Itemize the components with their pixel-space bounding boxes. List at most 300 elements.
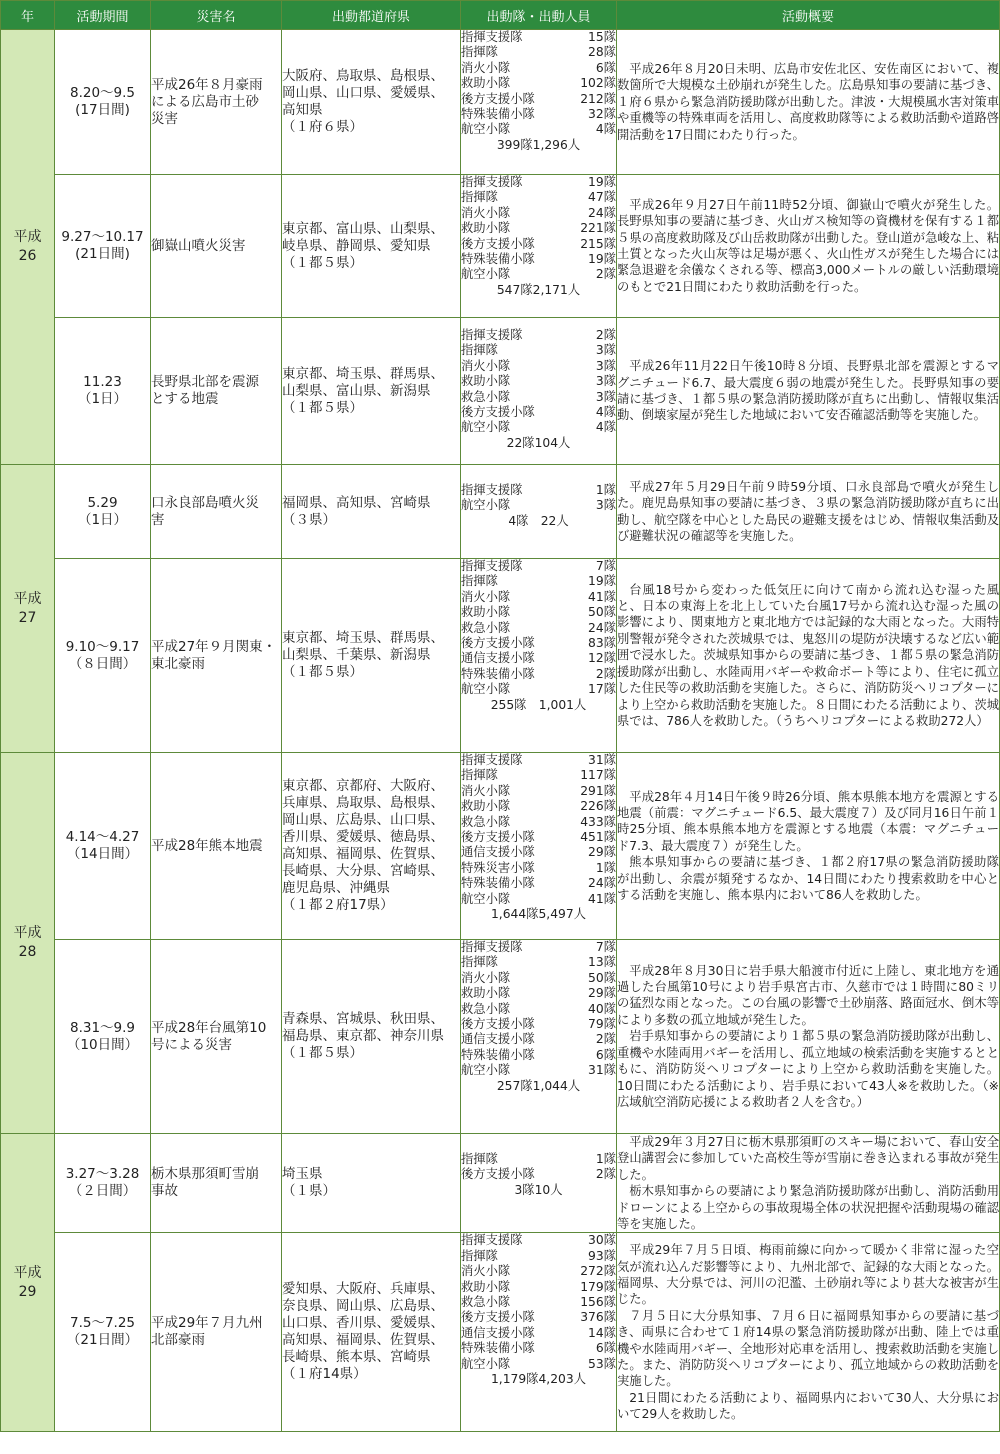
- prefecture-line: 東京都、京都府、大阪府、: [282, 778, 444, 794]
- unit-type: 航空小隊: [461, 498, 511, 513]
- unit-row: [461, 636, 616, 651]
- unit-row: [461, 1002, 616, 1017]
- unit-row: [461, 559, 616, 574]
- header-summary: 活動概要: [617, 1, 1000, 30]
- summary-paragraph: ７月５日に大分県知事、７月６日に福岡県知事からの要請に基づき、両県に合わせて１府14県の緊急消防援助隊が出動、陸上では重機や水陸両用バギー、全地形対応車を活用し、捜索救助活動を実施した。また、消防防災ヘリコプターにより、孤立地域からの救助活動を実施した。: [617, 1308, 999, 1389]
- unit-count: 4隊: [595, 122, 616, 137]
- unit-type: 後方支援小隊: [461, 91, 535, 106]
- unit-count: 2隊: [595, 328, 616, 342]
- unit-row: [461, 574, 616, 589]
- unit-row: [461, 328, 616, 343]
- summary-paragraph: 栃木県知事からの要請により緊急消防援助隊が出動し、消防活動用ドローンによる上空からの事故現場全体の状況把握や活動現場の確認等を実施した。: [617, 1184, 999, 1232]
- unit-type: 通信支援小隊: [461, 1325, 535, 1340]
- units-cell: [461, 1134, 617, 1233]
- period-line: 4.14～4.27: [65, 829, 140, 845]
- unit-type: 救急小隊: [461, 1001, 511, 1016]
- year-line: 27: [18, 609, 37, 626]
- unit-type: 後方支援小隊: [461, 236, 535, 251]
- unit-type: 指揮支援隊: [461, 30, 523, 44]
- period-line: 9.10～9.17: [65, 638, 140, 655]
- unit-row: [461, 1341, 616, 1356]
- unit-total: 4隊 22人: [508, 513, 569, 528]
- unit-count: 215隊: [580, 236, 616, 251]
- unit-type: 後方支援小隊: [461, 1017, 535, 1032]
- unit-row: [461, 799, 616, 814]
- unit-row: [461, 1357, 616, 1372]
- year-cell: [1, 1134, 55, 1432]
- unit-row: [461, 1295, 616, 1310]
- unit-count: 29隊: [588, 845, 616, 860]
- prefecture-line: 長崎県、熊本県、宮崎県: [282, 1349, 431, 1366]
- unit-count: 29隊: [588, 986, 616, 1001]
- unit-type: 指揮隊: [461, 768, 498, 783]
- unit-row: [461, 651, 616, 666]
- unit-type: 指揮支援隊: [461, 940, 523, 954]
- unit-row: [461, 1032, 616, 1047]
- unit-count: 50隊: [588, 970, 616, 985]
- unit-type: 航空小隊: [461, 682, 511, 697]
- table-row: [1, 1134, 1000, 1233]
- unit-count: 93隊: [588, 1248, 616, 1263]
- summary-paragraph: 平成26年11月22日午後10時８分頃、長野県北部を震源とするマグニチュード6.7、最大震度６弱の地震が発生した。長野県知事の要請に基づき、１都５県の緊急消防援助隊が直ちに出動し、情報収集活動、倒壊家屋が発生した地域において安否確認活動等を実施した。: [617, 359, 999, 423]
- unit-type: 救急小隊: [461, 1295, 511, 1310]
- unit-row: [461, 483, 616, 498]
- prefecture-line: 岡山県、山口県、愛媛県、: [282, 85, 444, 101]
- prefecture-line: 高知県: [282, 102, 323, 118]
- unit-row: [461, 667, 616, 682]
- unit-count: 30隊: [588, 1233, 616, 1248]
- prefectures-cell: [282, 940, 461, 1134]
- unit-row: [461, 45, 616, 60]
- unit-count: 2隊: [595, 1032, 616, 1047]
- period-line: 11.23: [83, 374, 122, 390]
- table-row: [1, 940, 1000, 1134]
- table-body: [1, 30, 1000, 1432]
- unit-type: 航空小隊: [461, 122, 511, 137]
- unit-count: 32隊: [588, 107, 616, 122]
- unit-type: 救急小隊: [461, 389, 511, 404]
- unit-type: 航空小隊: [461, 891, 511, 906]
- prefecture-line: 岐阜県、静岡県、愛知県: [282, 237, 431, 254]
- unit-type: 消火小隊: [461, 589, 511, 604]
- period-line: （14日間）: [66, 846, 139, 862]
- disaster-name-line: 平成28年熊本地震: [151, 837, 263, 854]
- prefecture-line: 兵庫県、鳥取県、島根県、: [282, 795, 444, 811]
- period-line: (17日間): [75, 102, 130, 118]
- disaster-name-line: 北部豪雨: [151, 1332, 205, 1349]
- period-line: 5.29: [87, 494, 118, 511]
- unit-row: [461, 122, 616, 137]
- prefecture-line: 福島県、東京都、神奈川県: [282, 1028, 444, 1044]
- unit-count: 2隊: [595, 267, 616, 282]
- unit-count: 4隊: [595, 420, 616, 435]
- disaster-name-line: 平成26年８月豪雨: [151, 76, 263, 93]
- unit-row: [461, 190, 616, 205]
- header-disaster-name: 災害名: [151, 1, 282, 30]
- disaster-name-line: 平成28年台風第10: [151, 1019, 267, 1036]
- period-line: （21日間）: [66, 1332, 139, 1349]
- table-row: [1, 318, 1000, 465]
- unit-row: [461, 1167, 616, 1182]
- unit-type: 消火小隊: [461, 783, 511, 798]
- unit-count: 17隊: [588, 682, 616, 697]
- unit-type: 通信支援小隊: [461, 651, 535, 666]
- unit-type: 救急小隊: [461, 620, 511, 635]
- unit-row: [461, 1063, 616, 1078]
- header-prefectures: 出動都道府県: [282, 1, 461, 30]
- disaster-name-line: 栃木県那須町雪崩: [151, 1166, 259, 1183]
- unit-count: 6隊: [595, 1047, 616, 1062]
- units-cell: [461, 175, 617, 318]
- unit-type: 消火小隊: [461, 1264, 511, 1279]
- unit-type: 航空小隊: [461, 267, 511, 282]
- unit-count: 226隊: [580, 799, 616, 814]
- unit-count: 31隊: [588, 1063, 616, 1078]
- unit-count: 3隊: [595, 374, 616, 389]
- prefecture-line: （１都５県）: [282, 399, 363, 416]
- unit-row: [461, 1152, 616, 1167]
- prefecture-line: 高知県、福岡県、佐賀県、: [282, 1332, 444, 1349]
- unit-row: [461, 76, 616, 91]
- unit-row: [461, 267, 616, 282]
- unit-type: 指揮隊: [461, 1152, 498, 1166]
- disaster-name-cell: [151, 1233, 282, 1432]
- unit-count: 451隊: [580, 830, 616, 845]
- summary-paragraph: 平成28年８月30日に岩手県大船渡市付近に上陸し、東北地方を通過した台風第10号により岩手県宮古市、久慈市では１時間に80ミリの猛烈な雨となった。この台風の影響で土砂崩落、路面冠水、倒木等により多数の孤立地域が発生した。: [617, 963, 999, 1027]
- prefecture-line: 山梨県、富山県、新潟県: [282, 382, 431, 399]
- period-line: （２日間）: [68, 1183, 137, 1200]
- table-row: [1, 753, 1000, 940]
- unit-count: 6隊: [595, 60, 616, 75]
- disaster-name-line: 災害: [151, 110, 178, 127]
- unit-count: 47隊: [588, 190, 616, 205]
- summary-cell: [617, 753, 1000, 940]
- unit-row: [461, 175, 616, 190]
- year-line: 平成: [13, 1264, 42, 1281]
- unit-type: 救助小隊: [461, 1279, 511, 1294]
- unit-row: [461, 221, 616, 236]
- unit-count: 19隊: [588, 574, 616, 589]
- unit-row: [461, 1326, 616, 1341]
- unit-row: [461, 30, 616, 45]
- unit-type: 消火小隊: [461, 358, 511, 373]
- unit-row: [461, 815, 616, 830]
- disaster-name-cell: [151, 940, 282, 1134]
- unit-row: [461, 605, 616, 620]
- unit-total: 1,644隊5,497人: [490, 907, 586, 922]
- unit-count: 28隊: [588, 45, 616, 60]
- year-cell: [1, 753, 55, 1134]
- summary-paragraph: 熊本県知事からの要請に基づき、１都２府17県の緊急消防援助隊が出動し、余震が頻発するなか、14日間にわたり捜索救助を中心とする活動を実施し、熊本県内において86人を救助した。: [617, 855, 999, 903]
- unit-total: 3隊10人: [514, 1182, 563, 1197]
- unit-row: [461, 359, 616, 374]
- unit-type: 特殊装備小隊: [461, 1047, 535, 1062]
- period-cell: [55, 559, 151, 753]
- unit-count: 221隊: [580, 221, 616, 236]
- unit-type: 航空小隊: [461, 1356, 511, 1371]
- unit-type: 指揮支援隊: [461, 483, 523, 497]
- disaster-name-cell: [151, 175, 282, 318]
- summary-paragraph: 平成26年８月20日未明、広島市安佐北区、安佐南区において、複数箇所で大規模な土砂崩れが発生した。広島県知事の要請に基づき、１府６県から緊急消防援助隊が出動した。津波・大規模風水害対策車や重機等の特殊車両を活用し、高度救助隊等による救助活動や道路啓開活動を17日間にわたり行った。: [617, 61, 999, 142]
- summary-cell: [617, 559, 1000, 753]
- unit-count: 41隊: [588, 891, 616, 906]
- unit-count: 53隊: [588, 1356, 616, 1371]
- unit-row: [461, 861, 616, 876]
- summary-paragraph: 岩手県知事からの要請により１都５県の緊急消防援助隊が出動し、重機や水陸両用バギーを活用し、孤立地域の検索活動を実施するとともに、消防防災ヘリコプターにより上空から救助活動を実施した。10日間にわたる活動により、岩手県において43人※を救助した。（※広域航空消防応援による救助者２人を含む。）: [617, 1029, 999, 1109]
- prefectures-cell: [282, 318, 461, 465]
- unit-type: 特殊装備小隊: [461, 1341, 535, 1356]
- unit-row: [461, 343, 616, 358]
- prefecture-line: 青森県、宮城県、秋田県、: [282, 1011, 444, 1027]
- table-row: [1, 465, 1000, 559]
- disaster-name-cell: [151, 753, 282, 940]
- unit-type: 通信支援小隊: [461, 1032, 535, 1047]
- unit-count: 41隊: [588, 589, 616, 604]
- period-cell: [55, 940, 151, 1134]
- prefecture-line: 山口県、香川県、愛媛県、: [282, 1315, 444, 1332]
- prefecture-line: 高知県、福岡県、佐賀県、: [282, 846, 444, 862]
- table-row: [1, 175, 1000, 318]
- prefectures-cell: [282, 30, 461, 175]
- period-line: 8.31～9.9: [69, 1019, 136, 1036]
- unit-row: [461, 107, 616, 122]
- period-cell: [55, 175, 151, 318]
- unit-count: 3隊: [595, 343, 616, 358]
- unit-row: [461, 498, 616, 513]
- unit-type: 救助小隊: [461, 374, 511, 389]
- units-cell: [461, 465, 617, 559]
- prefecture-line: 福岡県、高知県、宮崎県: [282, 494, 431, 511]
- disaster-name-line: 東北豪雨: [151, 655, 205, 672]
- year-line: 26: [18, 248, 37, 264]
- unit-count: 117隊: [580, 768, 616, 783]
- unit-row: [461, 92, 616, 107]
- unit-count: 212隊: [580, 91, 616, 106]
- unit-type: 指揮隊: [461, 190, 498, 205]
- summary-cell: [617, 940, 1000, 1134]
- unit-row: [461, 830, 616, 845]
- prefecture-line: 長崎県、大分県、宮崎県、: [282, 863, 444, 879]
- unit-count: 376隊: [580, 1310, 616, 1325]
- unit-row: [461, 252, 616, 267]
- unit-row: [461, 1264, 616, 1279]
- unit-type: 後方支援小隊: [461, 1310, 535, 1325]
- period-cell: [55, 1134, 151, 1233]
- unit-type: 消火小隊: [461, 205, 511, 220]
- disaster-name-cell: [151, 318, 282, 465]
- unit-total: 1,179隊4,203人: [490, 1372, 586, 1387]
- unit-type: 指揮支援隊: [461, 753, 523, 767]
- year-cell: [1, 465, 55, 753]
- unit-type: 消火小隊: [461, 970, 511, 985]
- year-line: 平成: [13, 229, 42, 245]
- unit-count: 179隊: [580, 1279, 616, 1294]
- unit-row: [461, 876, 616, 891]
- prefecture-line: （１都５県）: [282, 254, 363, 271]
- disaster-name-line: 事故: [151, 1183, 178, 1200]
- unit-row: [461, 768, 616, 783]
- units-cell: [461, 559, 617, 753]
- unit-type: 救助小隊: [461, 221, 511, 236]
- unit-count: 15隊: [588, 30, 616, 44]
- unit-type: 指揮隊: [461, 574, 498, 589]
- unit-row: [461, 845, 616, 860]
- unit-type: 指揮支援隊: [461, 328, 523, 342]
- period-cell: [55, 1233, 151, 1432]
- prefecture-line: （１府６県）: [282, 119, 363, 135]
- unit-type: 後方支援小隊: [461, 405, 535, 420]
- unit-count: 3隊: [595, 358, 616, 373]
- prefectures-cell: [282, 753, 461, 940]
- unit-count: 3隊: [595, 389, 616, 404]
- prefectures-cell: [282, 559, 461, 753]
- unit-row: [461, 390, 616, 405]
- prefecture-line: 岡山県、広島県、山口県、: [282, 812, 444, 828]
- units-cell: [461, 30, 617, 175]
- period-line: （10日間）: [66, 1036, 139, 1053]
- unit-type: 指揮隊: [461, 955, 498, 970]
- prefecture-line: 鹿児島県、沖縄県: [282, 880, 390, 896]
- unit-total: 257隊1,044人: [496, 1078, 581, 1093]
- unit-row: [461, 1249, 616, 1264]
- unit-total: 399隊1,296人: [496, 137, 581, 152]
- unit-count: 7隊: [595, 940, 616, 954]
- unit-type: 救助小隊: [461, 799, 511, 814]
- unit-type: 指揮支援隊: [461, 175, 523, 189]
- prefecture-line: 東京都、埼玉県、群馬県、: [282, 365, 444, 382]
- unit-row: [461, 1310, 616, 1325]
- unit-type: 特殊装備小隊: [461, 666, 535, 681]
- unit-count: 40隊: [588, 1001, 616, 1016]
- prefecture-line: （３県）: [282, 511, 336, 528]
- unit-type: 消火小隊: [461, 60, 511, 75]
- unit-type: 特殊装備小隊: [461, 252, 535, 267]
- period-line: （1日）: [77, 511, 128, 528]
- unit-count: 156隊: [580, 1295, 616, 1310]
- prefectures-cell: [282, 1134, 461, 1233]
- unit-row: [461, 1280, 616, 1295]
- unit-row: [461, 206, 616, 221]
- unit-count: 291隊: [580, 783, 616, 798]
- unit-type: 救急小隊: [461, 814, 511, 829]
- unit-count: 24隊: [588, 620, 616, 635]
- unit-count: 79隊: [588, 1017, 616, 1032]
- summary-paragraph: 21日間にわたる活動により、福岡県内において30人、大分県において29人を救助した。: [617, 1390, 999, 1422]
- prefecture-line: 埼玉県: [282, 1166, 323, 1183]
- header-units: 出動隊・出動人員: [461, 1, 617, 30]
- summary-paragraph: 平成29年３月27日に栃木県那須町のスキー場において、春山安全登山講習会に参加していた高校生等が雪崩に巻き込まれる事故が発生した。: [617, 1135, 999, 1182]
- header-period: 活動期間: [55, 1, 151, 30]
- period-cell: [55, 465, 151, 559]
- unit-count: 1隊: [595, 1152, 616, 1166]
- summary-paragraph: 台風18号から変わった低気圧に向けて南から流れ込む湿った風と、日本の東海上を北上していた台風17号から流れ込む湿った風の影響により、関東地方と東北地方では記録的な大雨となった。大雨特別警報が発令された茨城県では、鬼怒川の堤防が決壊するなど広い範囲で浸水した。茨城県知事からの要請に基づき、１都５県の緊急消防援助隊が出動し、水陸両用バギーや救命ボート等により、住宅に孤立した住民等の救助活動を実施した。さらに、消防防災ヘリコプターにより上空から救助活動を実施した。８日間にわたる活動により、茨城県では、786人を救助した。（うちヘリコプターによる救助272人）: [617, 582, 999, 728]
- unit-type: 救助小隊: [461, 605, 511, 620]
- unit-type: 航空小隊: [461, 420, 511, 435]
- unit-count: 1隊: [595, 860, 616, 875]
- unit-row: [461, 1017, 616, 1032]
- prefecture-line: 奈良県、岡山県、広島県、: [282, 1298, 444, 1315]
- table-row: [1, 30, 1000, 175]
- unit-type: 特殊装備小隊: [461, 107, 535, 122]
- unit-count: 7隊: [595, 559, 616, 573]
- unit-type: 特殊装備小隊: [461, 876, 535, 891]
- summary-cell: [617, 175, 1000, 318]
- year-line: 28: [18, 944, 37, 960]
- unit-row: [461, 590, 616, 605]
- table-row: [1, 559, 1000, 753]
- unit-row: [461, 892, 616, 907]
- summary-cell: [617, 465, 1000, 559]
- prefectures-cell: [282, 1233, 461, 1432]
- unit-count: 24隊: [588, 876, 616, 891]
- unit-row: [461, 405, 616, 420]
- period-line: 8.20～9.5: [69, 85, 136, 101]
- summary-paragraph: 平成27年５月29日午前９時59分頃、口永良部島で噴火が発生した。鹿児島県知事の要請に基づき、３県の緊急消防援助隊が直ちに出動し、航空隊を中心とした島民の避難支援をはじめ、情報収集活動及び避難状況の確認等を実施した。: [617, 479, 999, 543]
- period-cell: [55, 30, 151, 175]
- unit-count: 1隊: [595, 483, 616, 497]
- period-line: 7.5～7.25: [69, 1315, 136, 1332]
- unit-count: 2隊: [595, 666, 616, 681]
- unit-type: 特殊災害小隊: [461, 860, 535, 875]
- unit-count: 83隊: [588, 636, 616, 651]
- unit-row: [461, 784, 616, 799]
- disaster-name-cell: [151, 465, 282, 559]
- year-cell: [1, 30, 55, 465]
- year-line: 29: [18, 1283, 37, 1300]
- unit-total: 547隊2,171人: [496, 282, 581, 297]
- prefecture-line: （１県）: [282, 1183, 336, 1200]
- summary-cell: [617, 1134, 1000, 1233]
- unit-row: [461, 986, 616, 1001]
- unit-row: [461, 61, 616, 76]
- prefectures-cell: [282, 465, 461, 559]
- unit-row: [461, 621, 616, 636]
- disaster-name-line: 号による災害: [151, 1036, 232, 1053]
- unit-count: 31隊: [588, 753, 616, 767]
- unit-count: 12隊: [588, 651, 616, 666]
- prefectures-cell: [282, 175, 461, 318]
- period-line: 3.27～3.28: [65, 1166, 140, 1183]
- unit-count: 14隊: [588, 1325, 616, 1340]
- year-line: 平成: [13, 925, 42, 941]
- prefecture-line: 香川県、愛媛県、徳島県、: [282, 829, 444, 845]
- unit-type: 後方支援小隊: [461, 636, 535, 651]
- unit-type: 通信支援小隊: [461, 845, 535, 860]
- period-line: （1日）: [77, 391, 128, 407]
- prefecture-line: （１府14県）: [282, 1366, 367, 1383]
- unit-row: [461, 374, 616, 389]
- table-row: [1, 1233, 1000, 1432]
- unit-count: 50隊: [588, 605, 616, 620]
- disaster-name-cell: [151, 30, 282, 175]
- period-cell: [55, 318, 151, 465]
- unit-type: 指揮支援隊: [461, 1233, 523, 1248]
- disaster-name-line: による広島市土砂: [151, 93, 259, 110]
- prefecture-line: （１都５県）: [282, 1045, 363, 1061]
- unit-row: [461, 420, 616, 435]
- prefecture-line: 東京都、富山県、山梨県、: [282, 220, 444, 237]
- disaster-name-line: 口永良部島噴火災: [151, 494, 259, 511]
- unit-row: [461, 971, 616, 986]
- unit-count: 19隊: [588, 252, 616, 267]
- unit-count: 2隊: [595, 1167, 616, 1182]
- unit-row: [461, 237, 616, 252]
- units-cell: [461, 940, 617, 1134]
- header-year: 年: [1, 1, 55, 30]
- disaster-name-line: 御嶽山噴火災害: [151, 237, 246, 254]
- unit-type: 指揮隊: [461, 45, 498, 60]
- summary-cell: [617, 1233, 1000, 1432]
